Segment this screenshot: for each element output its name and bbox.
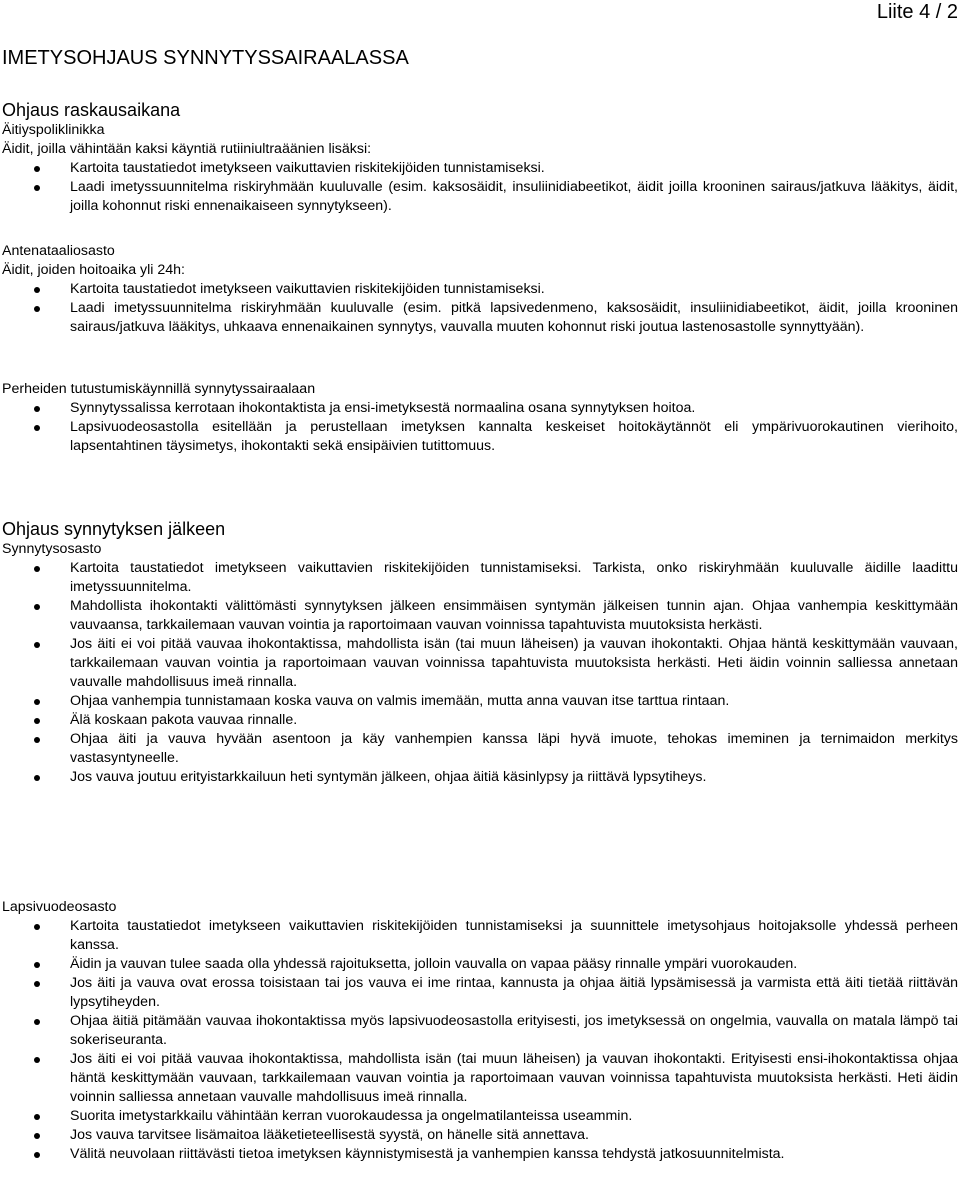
bullet-icon xyxy=(34,1114,40,1120)
bullet-icon xyxy=(34,924,40,930)
section-after-birth xyxy=(2,518,958,787)
bullet-icon xyxy=(34,406,40,412)
bullet-icon xyxy=(34,699,40,705)
section-family-visits xyxy=(2,380,958,456)
bullet-icon xyxy=(34,1152,40,1158)
list-item: Jos äiti ja vauva ovat erossa toisistaan tai jos vauva ei ime rintaa, kannusta ja ohjaa äitiä lypsämisessä ja varmista että äiti tietää riittävän lypsytiheyden. xyxy=(2,974,958,1012)
clinic-label: Äitiyspoliklinikka xyxy=(2,122,105,138)
list-item: Kartoita taustatiedot imetykseen vaikuttavien riskitekijöiden tunnistamiseksi. xyxy=(2,280,958,299)
bullet-icon xyxy=(34,1133,40,1139)
bullet-icon xyxy=(34,981,40,987)
bullet-icon xyxy=(34,306,40,312)
postnatal-list xyxy=(2,917,958,1164)
family-visits-list xyxy=(2,399,958,456)
list-item: Jos vauva tarvitsee lisämaitoa lääketieteellisestä syystä, on hänelle sitä annettava. xyxy=(2,1126,958,1145)
list-item: Ohjaa vanhempia tunnistamaan koska vauva on valmis imemään, mutta anna vauvan itse tarttua rintaan. xyxy=(2,692,958,711)
list-item: Jos äiti ei voi pitää vauvaa ihokontaktissa, mahdollista isän (tai muun läheisen) ja vauvan ihokontakti. Erityisesti ensi-ihokontaktissa ohjaa häntä keskittymään vauvaan, tarkkailemaan vauvan vointia ja raportoimaan vauvan voinnissa tapahtuvista muutoksista herkästi. Heti äidin voinnin salliessa annetaan vauvalle mahdollisuus imeä rinnalla. xyxy=(2,1050,958,1107)
bullet-icon xyxy=(34,425,40,431)
pregnancy-list xyxy=(2,159,958,216)
clinic-intro: Äidit, joilla vähintään kaksi käyntiä rutiiniultraäänien lisäksi: xyxy=(2,141,372,157)
document-title: IMETYSOHJAUS SYNNYTYSSAIRAALASSA xyxy=(2,47,409,69)
list-item: Mahdollista ihokontakti välittömästi synnytyksen jälkeen ensimmäisen syntymän jälkeisen tunnin ajan. Ohjaa vanhempia keskittymään vauvaansa, tarkkailemaan vauvan vointia ja raportoimaan vauvan voinnissa tapahtuvista muutoksista herkästi. xyxy=(2,597,958,635)
antenatal-list xyxy=(2,280,958,337)
list-item: Suorita imetystarkkailu vähintään kerran vuorokaudessa ja ongelmatilanteissa useammin. xyxy=(2,1107,958,1126)
list-item: Ohjaa äiti ja vauva hyvään asentoon ja käy vanhempien kanssa läpi hyvä imuote, tehokas imeminen ja ternimaidon merkitys vastasyntyneelle. xyxy=(2,730,958,768)
list-item: Älä koskaan pakota vauvaa rinnalle. xyxy=(2,711,958,730)
list-item: Kartoita taustatiedot imetykseen vaikuttavien riskitekijöiden tunnistamiseksi. Tarkista, onko riskiryhmään kuuluvalle äidille laadittu imetyssuunnitelma. xyxy=(2,559,958,597)
bullet-icon xyxy=(34,642,40,648)
bullet-icon xyxy=(34,737,40,743)
section-pregnancy xyxy=(2,99,958,216)
list-item: Jos äiti ei voi pitää vauvaa ihokontaktissa, mahdollista isän (tai muun läheisen) ja vauvan ihokontakti. Ohjaa häntä keskittymään vauvaan, tarkkailemaan vauvan vointia ja raportoimaan vauvan voinnissa tapahtuvista muutoksista herkästi. Heti äidin voinnin salliessa annetaan vauvalle mahdollisuus imeä rinnalla. xyxy=(2,635,958,692)
ward-label-delivery: Synnytysosasto xyxy=(2,541,102,557)
list-item: Äidin ja vauvan tulee saada olla yhdessä rajoituksetta, jolloin vauvalla on vapaa pääsy rinnalle ympäri vuorokauden. xyxy=(2,955,958,974)
bullet-icon xyxy=(34,604,40,610)
section-antenatal xyxy=(2,242,958,337)
bullet-icon xyxy=(34,1019,40,1025)
section-heading-pregnancy: Ohjaus raskausaikana xyxy=(2,100,181,120)
list-item: Kartoita taustatiedot imetykseen vaikuttavien riskitekijöiden tunnistamiseksi ja suunnittele imetysohjaus hoitojaksolle yhdessä perheen kanssa. xyxy=(2,917,958,955)
list-item: Laadi imetyssuunnitelma riskiryhmään kuuluvalle (esim. pitkä lapsivedenmeno, kaksosäidit, insuliinidiabeetikot, äidit, joilla krooninen sairaus/jatkuva lääkitys, uhkaava ennenaikainen synnytys, vauvalla muuten kohonnut riski joutua lastenosastolle synnyttyään). xyxy=(2,299,958,337)
list-item: Laadi imetyssuunnitelma riskiryhmään kuuluvalle (esim. kaksosäidit, insuliinidiabeetikot, äidit joilla krooninen sairaus/jatkuva lääkitys, äidit, joilla kohonnut riski ennenaikaiseen synnytykseen). xyxy=(2,178,958,216)
list-item: Ohjaa äitiä pitämään vauvaa ihokontaktissa myös lapsivuodeosastolla erityisesti, jos imetyksessä on ongelmia, vauvalla on matala lämpö tai sokeriseuranta. xyxy=(2,1012,958,1050)
after-birth-list xyxy=(2,559,958,787)
bullet-icon xyxy=(34,775,40,781)
list-item: Välitä neuvolaan riittävästi tietoa imetyksen käynnistymisestä ja vanhempien kanssa tehdystä jatkosuunnitelmista. xyxy=(2,1145,958,1164)
bullet-icon xyxy=(34,287,40,293)
antenatal-intro: Äidit, joiden hoitoaika yli 24h: xyxy=(2,262,185,278)
section-heading-after-birth: Ohjaus synnytyksen jälkeen xyxy=(2,519,226,539)
bullet-icon xyxy=(34,566,40,572)
list-item: Synnytyssalissa kerrotaan ihokontaktista ja ensi-imetyksestä normaalina osana synnytyksen hoitoa. xyxy=(2,399,958,418)
bullet-icon xyxy=(34,718,40,724)
section-postnatal xyxy=(2,898,958,1164)
family-visits-heading: Perheiden tutustumiskäynnillä synnytyssairaalaan xyxy=(2,381,316,397)
list-item: Lapsivuodeosastolla esitellään ja perustellaan imetyksen kannalta keskeiset hoitokäytännöt eli ympärivuorokautinen vierihoito, lapsentahtinen täysimetys, ihokontakti sekä ensipäivien tutittomuus. xyxy=(2,418,958,456)
bullet-icon xyxy=(34,1057,40,1063)
ward-label-postnatal: Lapsivuodeosasto xyxy=(2,899,117,915)
bullet-icon xyxy=(34,166,40,172)
bullet-icon xyxy=(34,185,40,191)
bullet-icon xyxy=(34,962,40,968)
list-item: Kartoita taustatiedot imetykseen vaikuttavien riskitekijöiden tunnistamiseksi. xyxy=(2,159,958,178)
list-item: Jos vauva joutuu erityistarkkailuun heti syntymän jälkeen, ohjaa äitiä käsinlypsy ja riittävä lypsytiheys. xyxy=(2,768,958,787)
ward-label-antenatal: Antenataaliosasto xyxy=(2,243,115,259)
page-label: Liite 4 / 2 xyxy=(876,1,958,23)
